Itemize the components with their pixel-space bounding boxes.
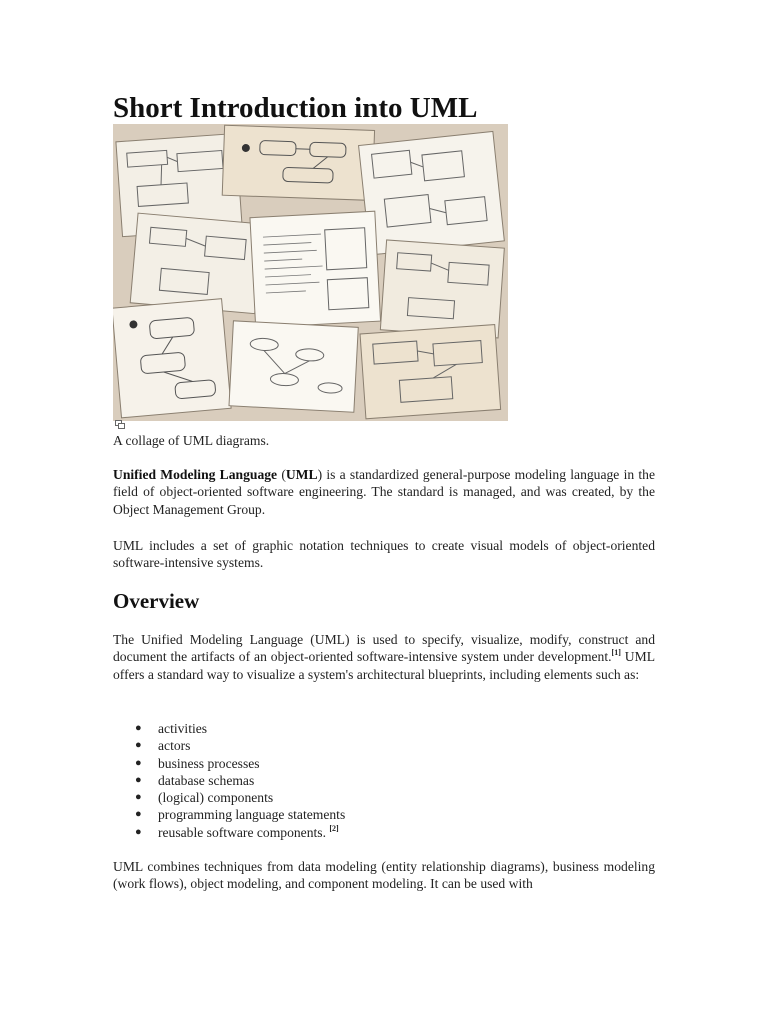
list-item: ● activities xyxy=(135,721,208,736)
overview-paragraph xyxy=(113,631,655,683)
uml-collage-image xyxy=(113,124,508,421)
intro-rest: ) is a standardized general-purpose modeling language in the field of object-oriented software engineering. The standard is managed, and was created, by the Object Management Group. xyxy=(113,467,655,517)
term-uml-abbr: UML xyxy=(285,467,318,482)
intro-paragraph xyxy=(113,466,655,518)
list-item: ● database schemas xyxy=(135,772,255,788)
term-uml-full: Unified Modeling Language xyxy=(113,467,278,482)
page-title: Short Introduction into UML xyxy=(113,92,478,124)
overview-heading: Overview xyxy=(113,589,200,613)
closing-paragraph: UML combines techniques from data modeling (entity relationship diagrams), business modeling (work flows), object modeling, and component modeling. It can be used with xyxy=(113,859,655,892)
list-item: ● business processes xyxy=(135,755,260,771)
image-placeholder-icon xyxy=(115,420,125,429)
reference-link-1[interactable]: [1] xyxy=(611,648,621,658)
list-item: ● reusable software components. [2] xyxy=(135,823,339,840)
reference-link-2[interactable]: [2] xyxy=(329,823,339,833)
intro-paren-open: ( xyxy=(277,467,286,482)
overview-text: The Unified Modeling Language (UML) is used to specify, visualize, modify, construct and document the artifacts of an object-oriented software-intensive system under development. xyxy=(113,632,655,665)
elements-list xyxy=(113,720,345,841)
overview-text-cont: UML offers a standard way to visualize a system's architectural blueprints, including elements such as: xyxy=(113,649,655,682)
list-item: ● actors xyxy=(135,738,191,754)
list-item: ● (logical) components xyxy=(135,790,274,806)
notation-paragraph: UML includes a set of graphic notation techniques to create visual models of object-oriented software-intensive systems. xyxy=(113,538,655,571)
list-item: ● programming language statements xyxy=(135,807,346,823)
figure-caption: A collage of UML diagrams. xyxy=(113,433,270,448)
